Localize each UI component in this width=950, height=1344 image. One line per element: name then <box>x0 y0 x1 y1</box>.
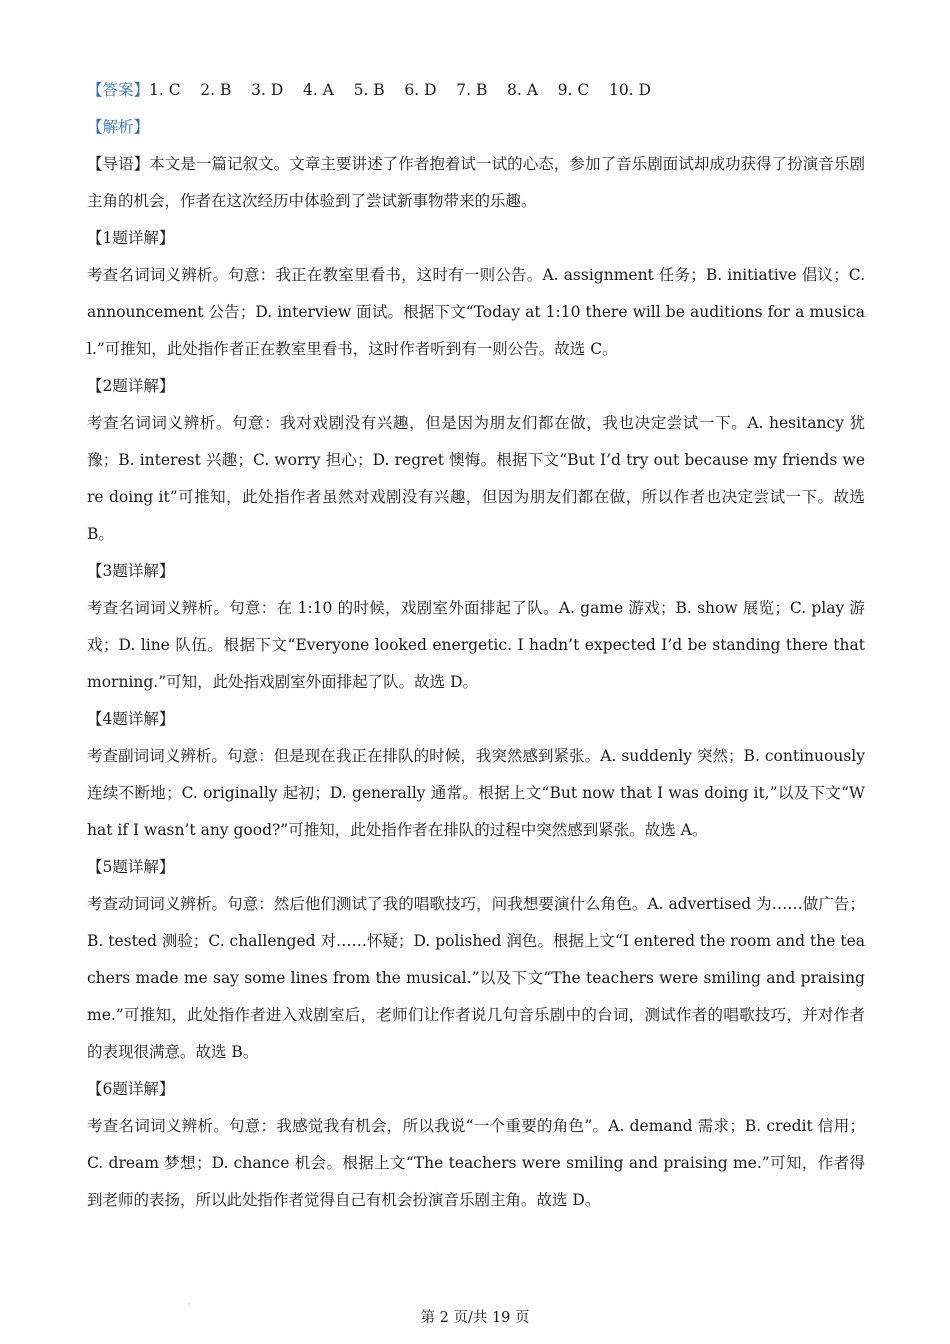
footer-dot: · <box>188 1300 191 1309</box>
page-number-footer: 第 2 页/共 19 页 <box>420 1310 530 1326</box>
question-3-explanation: 考查名词词义辨析。句意：在 1:10 的时候，戏剧室外面排起了队。A. game 游戏；B. show 展览；C. play 游戏；D. line 队伍。根据下文“Everyone looked energetic. I hadn’t expected I’d be standing there that morning.”可知，此处指戏剧室外面排起了队。故选 D。 <box>87 599 865 691</box>
question-2-heading: 【2题详解】 <box>87 377 175 395</box>
question-1-explanation: 考查名词词义辨析。句意：我正在教室里看书，这时有一则公告。A. assignment 任务；B. initiative 倡议；C. announcement 公告；D. interview 面试。根据下文“Today at 1:10 there will be auditions for a musical.”可推知，此处指作者正在教室里看书，这时作者听到有一则公告。故选 C。 <box>87 266 865 358</box>
analysis-label: 【解析】 <box>87 118 150 136</box>
question-6-explanation: 考查名词词义辨析。句意：我感觉我有机会，所以我说“一个重要的角色”。A. demand 需求；B. credit 信用；C. dream 梦想；D. chance 机会。根据上文“The teachers were smiling and praising me.”可知，作者得到老师的表扬，所以此处指作者觉得自己有机会扮演音乐剧主角。故选 D。 <box>87 1117 865 1209</box>
answer-text: 1. C 2. B 3. D 4. A 5. B 6. D 7. B 8. A 9. C 10. D <box>149 81 651 99</box>
question-5-explanation: 考查动词词义辨析。句意：然后他们测试了我的唱歌技巧，问我想要演什么角色。A. advertised 为……做广告；B. tested 测验；C. challenged 对……怀疑；D. polished 润色。根据上文“I entered the room and the teachers made me say some lines from the musical.”以及下文“The teachers were smiling and praising me.”可推知，此处指作者进入戏剧室后，老师们让作者说几句音乐剧中的台词，测试作者的唱歌技巧，并对作者的表现很满意。故选 B。 <box>87 895 865 1061</box>
question-5-heading: 【5题详解】 <box>87 858 175 876</box>
document-content <box>87 72 865 1219</box>
question-1-heading: 【1题详解】 <box>87 229 175 247</box>
question-2-explanation: 考查名词词义辨析。句意：我对戏剧没有兴趣，但是因为朋友们都在做，我也决定尝试一下。A. hesitancy 犹豫；B. interest 兴趣；C. worry 担心；D. regret 懊悔。根据下文“But I’d try out because my friends were doing it”可推知，此处指作者虽然对戏剧没有兴趣，但因为朋友们都在做，所以作者也决定尝试一下。故选 B。 <box>87 414 865 543</box>
question-4-explanation: 考查副词词义辨析。句意：但是现在我正在排队的时候，我突然感到紧张。A. suddenly 突然；B. continuously 连续不断地；C. originally 起初；D. generally 通常。根据上文“But now that I was doing it,”以及下文“What if I wasn’t any good?”可推知，此处指作者在排队的过程中突然感到紧张。故选 A。 <box>87 747 865 839</box>
analysis-heading <box>87 109 865 146</box>
answer-label: 【答案】 <box>87 81 150 99</box>
question-4-heading: 【4题详解】 <box>87 710 175 728</box>
question-6-heading: 【6题详解】 <box>87 1080 175 1098</box>
guide-paragraph: 【导语】本文是一篇记叙文。文章主要讲述了作者抱着试一试的心态，参加了音乐剧面试却成功获得了扮演音乐剧主角的机会，作者在这次经历中体验到了尝试新事物带来的乐趣。 <box>87 155 865 210</box>
answer-line <box>87 72 865 109</box>
question-3-heading: 【3题详解】 <box>87 562 175 580</box>
